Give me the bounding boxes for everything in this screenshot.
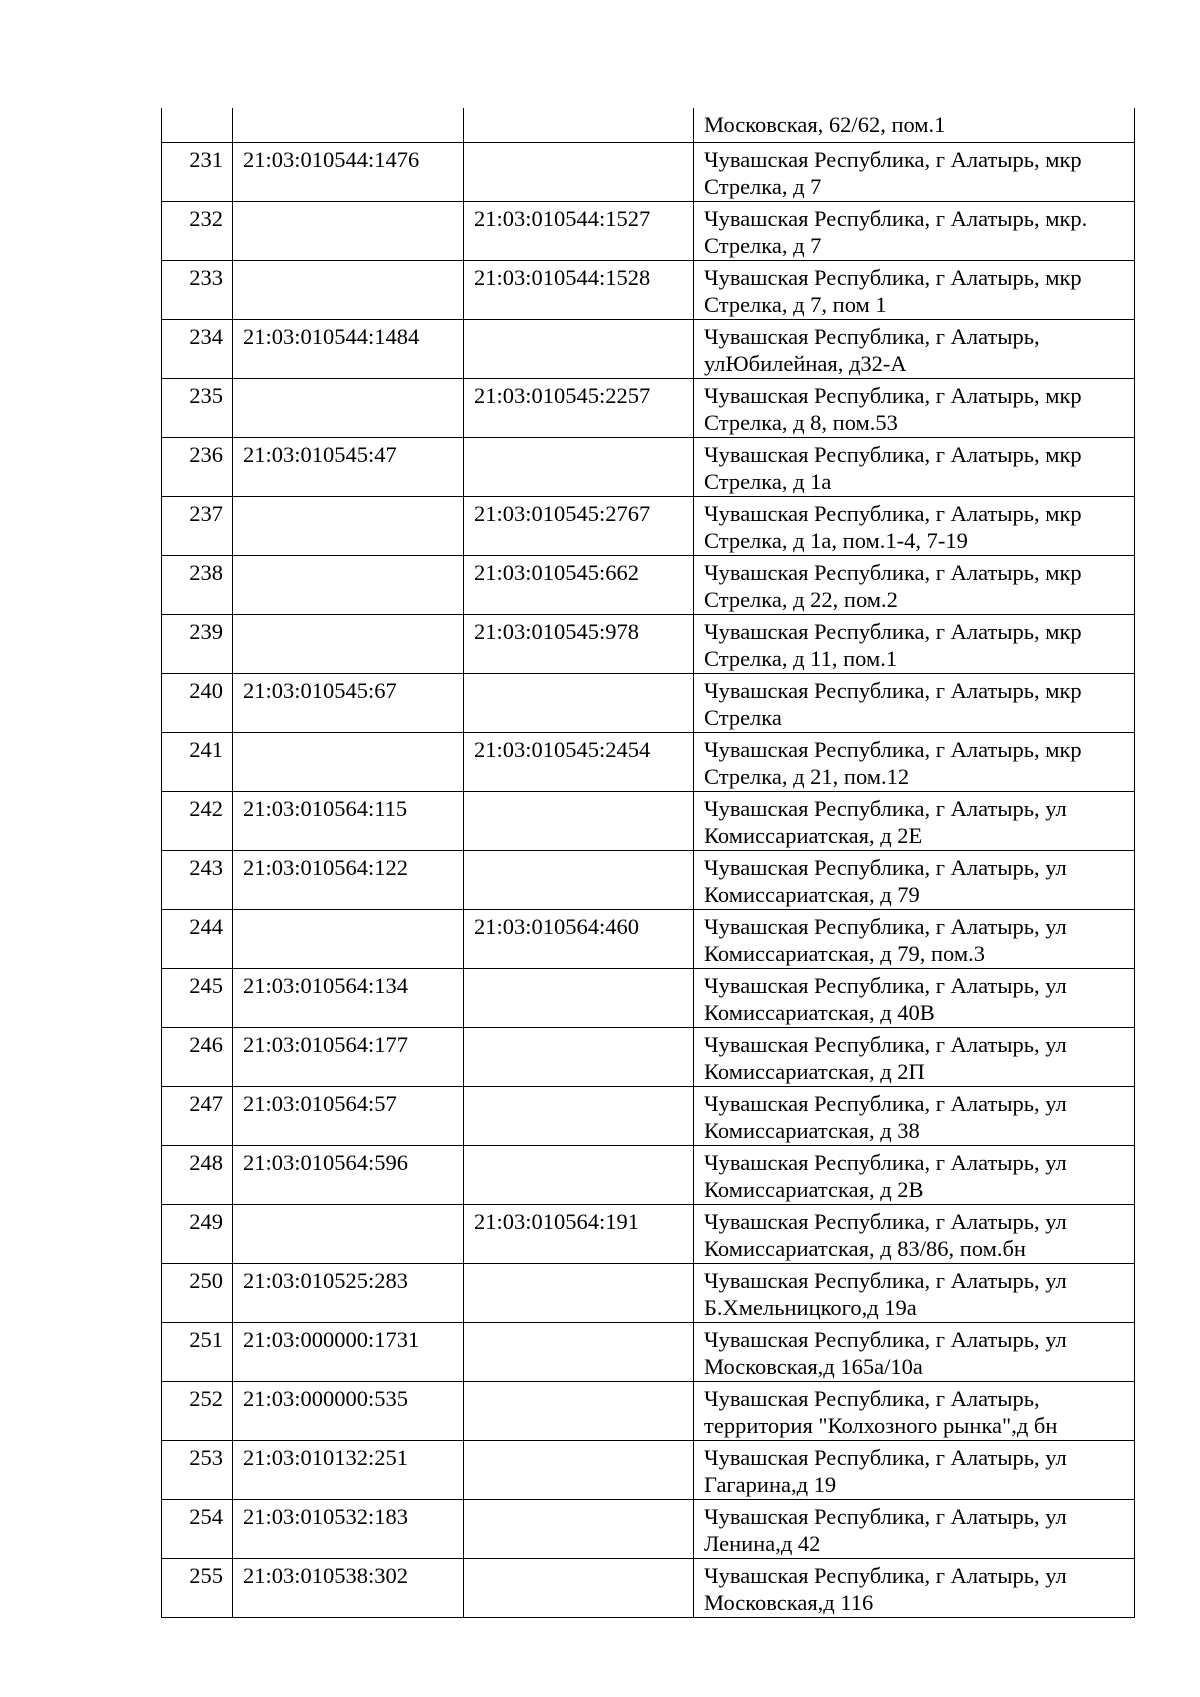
table-row: [162, 1204, 1135, 1263]
table-row: [162, 555, 1135, 614]
table-row: [162, 1027, 1135, 1086]
address-cell: Чувашская Республика, г Алатырь, мкр Стрелка, д 1а: [694, 437, 1135, 496]
row-number-cell: 240: [162, 673, 233, 732]
table-row: [162, 968, 1135, 1027]
row-number-cell: 247: [162, 1086, 233, 1145]
object-cadastral-cell: [464, 319, 694, 378]
address-cell: Чувашская Республика, г Алатырь, мкр. Стрелка, д 7: [694, 201, 1135, 260]
address-cell: Чувашская Республика, г Алатырь, улЮбилейная, д32-А: [694, 319, 1135, 378]
land-cadastral-cell: 21:03:010132:251: [233, 1440, 464, 1499]
land-cadastral-cell: 21:03:010564:596: [233, 1145, 464, 1204]
object-cadastral-cell: [464, 108, 694, 142]
object-cadastral-cell: [464, 1322, 694, 1381]
address-cell: Чувашская Республика, г Алатырь, ул Комиссариатская, д 79: [694, 850, 1135, 909]
object-cadastral-cell: 21:03:010564:191: [464, 1204, 694, 1263]
land-cadastral-cell: 21:03:010532:183: [233, 1499, 464, 1558]
table-row: [162, 1263, 1135, 1322]
row-number-cell: 235: [162, 378, 233, 437]
land-cadastral-cell: 21:03:010564:115: [233, 791, 464, 850]
table-row: [162, 1145, 1135, 1204]
land-cadastral-cell: 21:03:010564:134: [233, 968, 464, 1027]
object-cadastral-cell: 21:03:010564:460: [464, 909, 694, 968]
land-cadastral-cell: [233, 108, 464, 142]
row-number-cell: 238: [162, 555, 233, 614]
row-number-cell: 233: [162, 260, 233, 319]
table-row: [162, 1499, 1135, 1558]
row-number-cell: 236: [162, 437, 233, 496]
object-cadastral-cell: [464, 1027, 694, 1086]
address-cell: Чувашская Республика, г Алатырь, ул Московская,д 165а/10а: [694, 1322, 1135, 1381]
land-cadastral-cell: 21:03:010544:1484: [233, 319, 464, 378]
land-cadastral-cell: [233, 1204, 464, 1263]
table-row: [162, 791, 1135, 850]
object-cadastral-cell: 21:03:010545:2767: [464, 496, 694, 555]
address-cell: Чувашская Республика, г Алатырь, мкр Стрелка, д 7: [694, 142, 1135, 201]
address-cell: Чувашская Республика, г Алатырь, ул Комиссариатская, д 2В: [694, 1145, 1135, 1204]
address-cell: Чувашская Республика, г Алатырь, мкр Стрелка: [694, 673, 1135, 732]
address-cell: Чувашская Республика, г Алатырь, ул Московская,д 116: [694, 1558, 1135, 1617]
registry-table-body: [162, 108, 1135, 1617]
address-cell: Чувашская Республика, г Алатырь, мкр Стрелка, д 21, пом.12: [694, 732, 1135, 791]
table-row: [162, 1381, 1135, 1440]
land-cadastral-cell: [233, 909, 464, 968]
row-number-cell: 232: [162, 201, 233, 260]
land-cadastral-cell: 21:03:010545:47: [233, 437, 464, 496]
land-cadastral-cell: [233, 260, 464, 319]
address-cell: Чувашская Республика, г Алатырь, ул Комиссариатская, д 79, пом.3: [694, 909, 1135, 968]
row-number-cell: 248: [162, 1145, 233, 1204]
row-number-cell: 255: [162, 1558, 233, 1617]
table-row: [162, 673, 1135, 732]
row-number-cell: 250: [162, 1263, 233, 1322]
object-cadastral-cell: [464, 1499, 694, 1558]
object-cadastral-cell: 21:03:010545:662: [464, 555, 694, 614]
table-row: [162, 850, 1135, 909]
address-cell: Чувашская Республика, г Алатырь, мкр Стрелка, д 11, пом.1: [694, 614, 1135, 673]
address-cell: Чувашская Республика, г Алатырь, ул Комиссариатская, д 2П: [694, 1027, 1135, 1086]
row-number-cell: 243: [162, 850, 233, 909]
table-row: [162, 614, 1135, 673]
row-number-cell: 249: [162, 1204, 233, 1263]
land-cadastral-cell: 21:03:010564:122: [233, 850, 464, 909]
land-cadastral-cell: [233, 614, 464, 673]
table-row: [162, 319, 1135, 378]
address-cell: Чувашская Республика, г Алатырь, ул Гагарина,д 19: [694, 1440, 1135, 1499]
land-cadastral-cell: 21:03:010538:302: [233, 1558, 464, 1617]
address-cell: Чувашская Республика, г Алатырь, мкр Стрелка, д 22, пом.2: [694, 555, 1135, 614]
object-cadastral-cell: [464, 1263, 694, 1322]
land-cadastral-cell: 21:03:010545:67: [233, 673, 464, 732]
land-cadastral-cell: [233, 378, 464, 437]
land-cadastral-cell: 21:03:000000:1731: [233, 1322, 464, 1381]
land-cadastral-cell: [233, 732, 464, 791]
table-row: [162, 437, 1135, 496]
address-cell: Чувашская Республика, г Алатырь, мкр Стрелка, д 8, пом.53: [694, 378, 1135, 437]
table-row: [162, 909, 1135, 968]
object-cadastral-cell: [464, 673, 694, 732]
row-number-cell: 242: [162, 791, 233, 850]
object-cadastral-cell: [464, 437, 694, 496]
table-row: [162, 496, 1135, 555]
address-cell: Чувашская Республика, г Алатырь, территория "Колхозного рынка",д бн: [694, 1381, 1135, 1440]
object-cadastral-cell: [464, 1381, 694, 1440]
row-number-cell: 246: [162, 1027, 233, 1086]
address-cell: Чувашская Республика, г Алатырь, ул Комиссариатская, д 40В: [694, 968, 1135, 1027]
table-row: [162, 142, 1135, 201]
row-number-cell: 251: [162, 1322, 233, 1381]
table-row: [162, 201, 1135, 260]
object-cadastral-cell: 21:03:010544:1527: [464, 201, 694, 260]
object-cadastral-cell: 21:03:010545:978: [464, 614, 694, 673]
row-number-cell: [162, 108, 233, 142]
object-cadastral-cell: [464, 791, 694, 850]
land-cadastral-cell: 21:03:010525:283: [233, 1263, 464, 1322]
table-row: [162, 260, 1135, 319]
object-cadastral-cell: [464, 1440, 694, 1499]
land-cadastral-cell: 21:03:010564:177: [233, 1027, 464, 1086]
object-cadastral-cell: [464, 968, 694, 1027]
object-cadastral-cell: 21:03:010545:2257: [464, 378, 694, 437]
land-cadastral-cell: [233, 201, 464, 260]
object-cadastral-cell: [464, 850, 694, 909]
object-cadastral-cell: [464, 142, 694, 201]
land-cadastral-cell: 21:03:010544:1476: [233, 142, 464, 201]
address-cell: Чувашская Республика, г Алатырь, мкр Стрелка, д 1а, пом.1-4, 7-19: [694, 496, 1135, 555]
table-row: [162, 1440, 1135, 1499]
table-row: [162, 1558, 1135, 1617]
table-row: [162, 732, 1135, 791]
address-cell: Чувашская Республика, г Алатырь, мкр Стрелка, д 7, пом 1: [694, 260, 1135, 319]
row-number-cell: 244: [162, 909, 233, 968]
object-cadastral-cell: [464, 1145, 694, 1204]
table-row: [162, 1322, 1135, 1381]
table-row: [162, 378, 1135, 437]
row-number-cell: 231: [162, 142, 233, 201]
land-cadastral-cell: 21:03:000000:535: [233, 1381, 464, 1440]
object-cadastral-cell: 21:03:010544:1528: [464, 260, 694, 319]
address-cell: Чувашская Республика, г Алатырь, ул Б.Хмельницкого,д 19а: [694, 1263, 1135, 1322]
object-cadastral-cell: [464, 1558, 694, 1617]
address-cell: Московская, 62/62, пом.1: [694, 108, 1135, 142]
row-number-cell: 245: [162, 968, 233, 1027]
address-cell: Чувашская Республика, г Алатырь, ул Комиссариатская, д 2Е: [694, 791, 1135, 850]
registry-table: [161, 108, 1135, 1618]
address-cell: Чувашская Республика, г Алатырь, ул Комиссариатская, д 83/86, пом.бн: [694, 1204, 1135, 1263]
row-number-cell: 237: [162, 496, 233, 555]
address-cell: Чувашская Республика, г Алатырь, ул Комиссариатская, д 38: [694, 1086, 1135, 1145]
address-cell: Чувашская Республика, г Алатырь, ул Ленина,д 42: [694, 1499, 1135, 1558]
row-number-cell: 234: [162, 319, 233, 378]
land-cadastral-cell: [233, 496, 464, 555]
row-number-cell: 241: [162, 732, 233, 791]
object-cadastral-cell: [464, 1086, 694, 1145]
row-number-cell: 254: [162, 1499, 233, 1558]
land-cadastral-cell: 21:03:010564:57: [233, 1086, 464, 1145]
row-number-cell: 253: [162, 1440, 233, 1499]
object-cadastral-cell: 21:03:010545:2454: [464, 732, 694, 791]
row-number-cell: 239: [162, 614, 233, 673]
table-row: [162, 1086, 1135, 1145]
land-cadastral-cell: [233, 555, 464, 614]
table-row-continued: [162, 108, 1135, 142]
row-number-cell: 252: [162, 1381, 233, 1440]
